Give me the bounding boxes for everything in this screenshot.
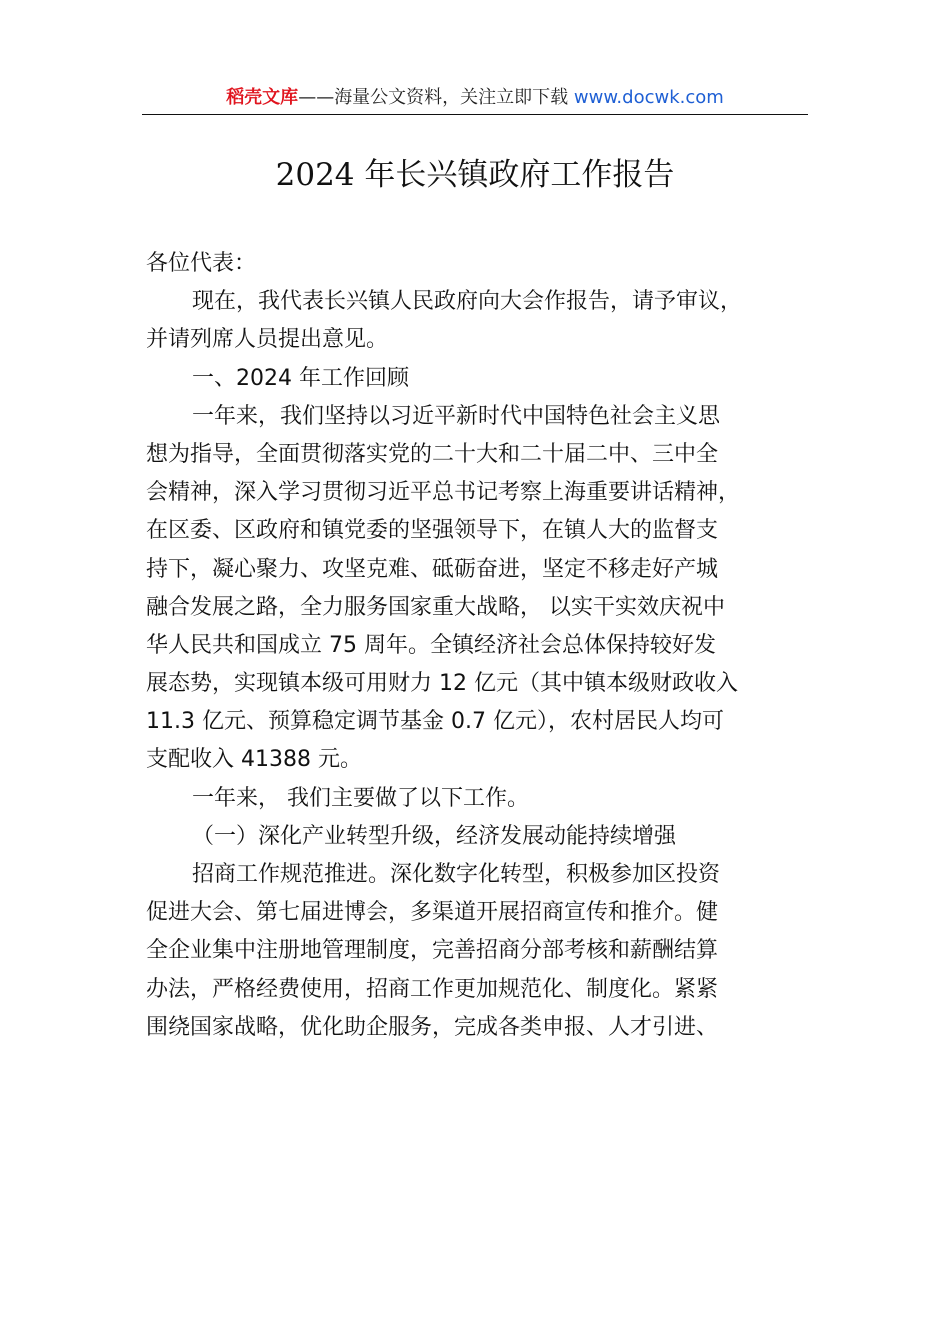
body-line: 办法，严格经费使用，招商工作更加规范化、制度化。紧紧 xyxy=(146,976,719,1002)
site-header xyxy=(142,84,808,114)
header-divider xyxy=(142,114,808,115)
body-line: 11.3 亿元、预算稳定调节基金 0.7 亿元），农村居民人均可 xyxy=(146,709,724,735)
body-line: 融合发展之路，全力服务国家重大战略， 以实干实效庆祝中 xyxy=(146,594,725,620)
body-line: 现在，我代表长兴镇人民政府向大会作报告，请予审议， xyxy=(192,289,743,315)
body-line: 持下，凝心聚力、攻坚克难、砥砺奋进，坚定不移走好产城 xyxy=(146,556,719,582)
body-line: 一年来，我们坚持以习近平新时代中国特色社会主义思 xyxy=(192,403,721,429)
body-line: （一）深化产业转型升级，经济发展动能持续增强 xyxy=(192,823,677,849)
body-line: 各位代表： xyxy=(146,251,257,276)
body-line: 全企业集中注册地管理制度，完善招商分部考核和薪酬结算 xyxy=(146,938,719,964)
body-line: 一年来， 我们主要做了以下工作。 xyxy=(192,785,529,811)
header-tagline: ——海量公文资料，关注立即下载 xyxy=(298,87,574,108)
body-line: 一、2024 年工作回顾 xyxy=(192,365,409,391)
document-body xyxy=(146,245,810,1047)
site-url-link[interactable]: www.docwk.com xyxy=(573,87,724,108)
document-title: 2024 年长兴镇政府工作报告 xyxy=(275,157,675,193)
body-line: 并请列席人员提出意见。 xyxy=(146,327,389,353)
body-line: 展态势，实现镇本级可用财力 12 亿元（其中镇本级财政收入 xyxy=(146,671,738,697)
body-line: 招商工作规范推进。深化数字化转型，积极参加区投资 xyxy=(192,862,721,887)
body-line: 支配收入 41388 元。 xyxy=(146,747,362,773)
body-line: 围绕国家战略，优化助企服务，完成各类申报、人才引进、 xyxy=(146,1014,719,1040)
body-line: 在区委、区政府和镇党委的坚强领导下，在镇人大的监督支 xyxy=(146,518,719,544)
body-line: 华人民共和国成立 75 周年。全镇经济社会总体保持较好发 xyxy=(146,632,716,658)
body-line: 会精神，深入学习贯彻习近平总书记考察上海重要讲话精神， xyxy=(146,480,741,506)
body-line: 促进大会、第七届进博会，多渠道开展招商宣传和推介。健 xyxy=(146,900,719,926)
body-line: 想为指导，全面贯彻落实党的二十大和二十届二中、三中全 xyxy=(146,441,719,467)
brand-name: 稻壳文库 xyxy=(226,87,299,108)
